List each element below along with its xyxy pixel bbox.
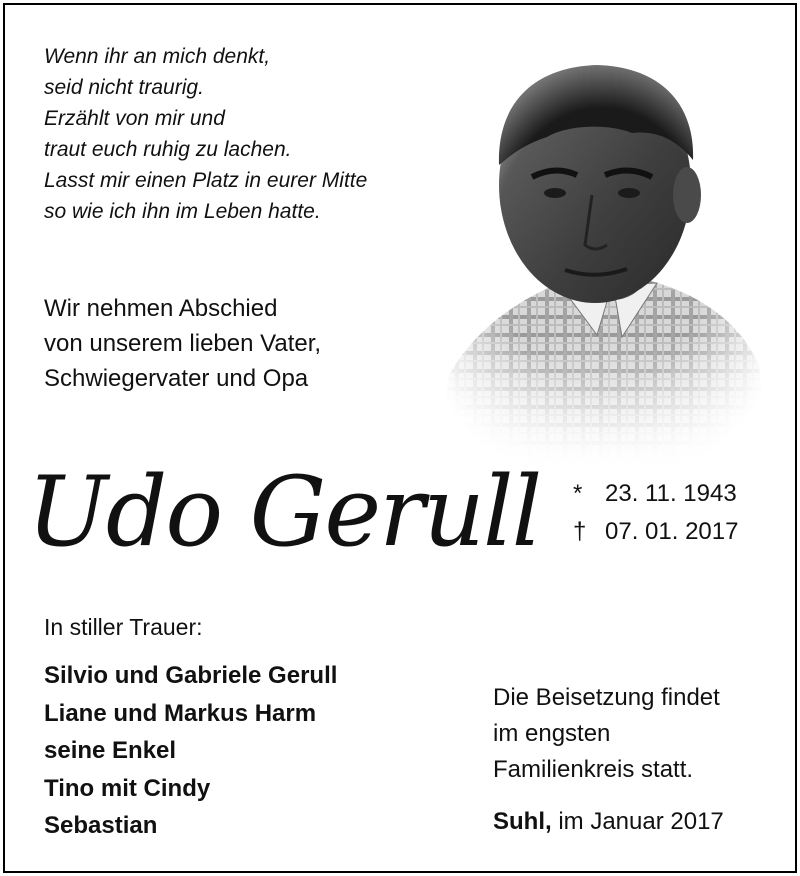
farewell-line: Wir nehmen Abschied [44, 295, 278, 322]
poem-line: traut euch ruhig zu lachen. [44, 138, 292, 161]
farewell-text [44, 291, 321, 396]
funeral-line: Familienkreis statt. [493, 756, 694, 783]
mourner-name: Sebastian [44, 812, 158, 839]
birth-date: 23. 11. 1943 [605, 480, 737, 507]
life-dates [573, 475, 738, 551]
funeral-line: Die Beisetzung findet [493, 684, 720, 711]
poem-line: Wenn ihr an mich denkt, [44, 45, 271, 68]
poem-line: so wie ich ihn im Leben hatte. [44, 200, 321, 223]
mourner-name: Tino mit Cindy [44, 774, 211, 802]
death-date: 07. 01. 2017 [605, 518, 739, 545]
poem [44, 41, 367, 227]
poem-line: Lasst mir einen Platz in eurer Mitte [44, 169, 368, 192]
death-cross-icon: † [573, 518, 587, 545]
poem-line: Erzählt von mir und [44, 107, 225, 130]
funeral-line: im engsten [493, 720, 611, 747]
deceased-name: Udo Gerull [27, 456, 541, 568]
mourner-name: Silvio und Gabriele Gerull [44, 662, 338, 689]
obituary-card [3, 3, 797, 873]
death-row [573, 513, 738, 551]
mourner-name: seine Enkel [44, 737, 177, 764]
place-date [493, 808, 724, 836]
mourners-list [44, 657, 337, 845]
mourner-name: Liane und Markus Harm [44, 699, 317, 727]
place-city: Suhl, [493, 808, 552, 835]
portrait-photo [437, 45, 767, 465]
farewell-line: von unserem lieben Vater, [44, 330, 322, 357]
funeral-notice [493, 680, 720, 788]
birth-star-icon: * [573, 480, 583, 507]
mourning-label: In stiller Trauer: [44, 614, 203, 640]
birth-row [573, 475, 738, 513]
poem-line: seid nicht traurig. [44, 76, 204, 99]
farewell-line: Schwiegervater und Opa [44, 365, 309, 392]
place-month: im Januar 2017 [551, 808, 724, 835]
